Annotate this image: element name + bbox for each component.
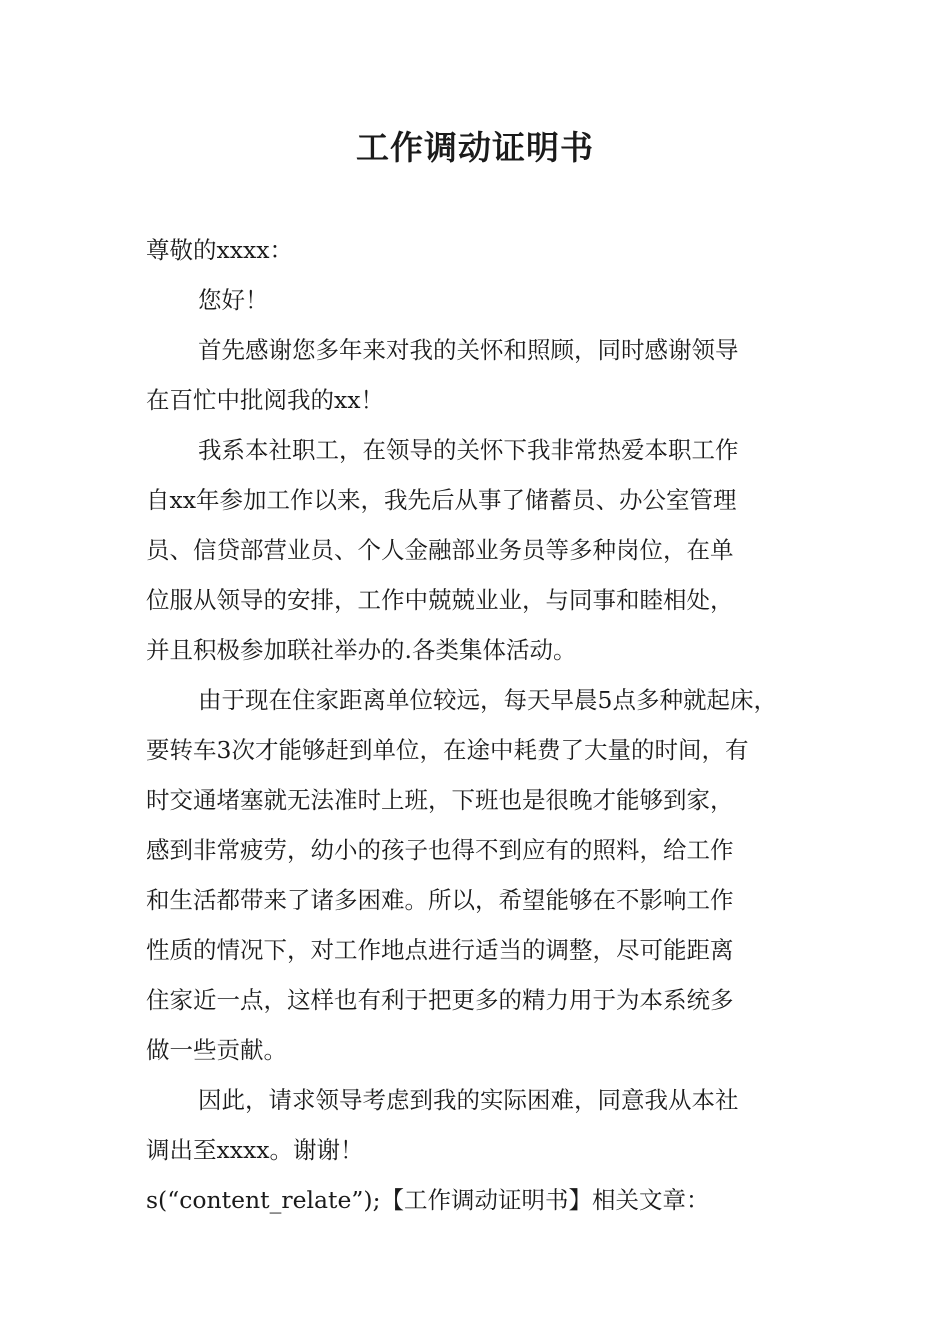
paragraph-line: 做一些贡献。 [146,1036,287,1064]
paragraph-line: 由于现在住家距离单位较远，每天早晨5点多种就起床， [198,686,777,714]
document-title: 工作调动证明书 [356,128,594,167]
paragraph-line: 因此，请求领导考虑到我的实际困难，同意我从本社 [198,1086,739,1114]
paragraph-line: 和生活都带来了诸多困难。所以，希望能够在不影响工作 [146,886,734,914]
related-articles-line: s(“content_relate”);【工作调动证明书】相关文章： [146,1186,710,1214]
greeting: 您好！ [198,286,269,314]
paragraph-line: 时交通堵塞就无法准时上班，下班也是很晚才能够到家， [146,786,734,814]
paragraph-2 [146,425,826,675]
paragraph-line: 要转车3次才能够赶到单位，在途中耗费了大量的时间，有 [146,736,749,764]
paragraph-line: 住家近一点，这样也有利于把更多的精力用于为本系统多 [146,986,734,1014]
paragraph-line: 自xx年参加工作以来，我先后从事了储蓄员、办公室管理 [146,486,737,514]
salutation: 尊敬的xxxx： [146,236,294,264]
paragraph-line: 性质的情况下，对工作地点进行适当的调整，尽可能距离 [146,936,734,964]
paragraph-line: 调出至xxxx。谢谢！ [146,1136,364,1164]
paragraph-line: 感到非常疲劳，幼小的孩子也得不到应有的照料，给工作 [146,836,734,864]
paragraph-line: 员、信贷部营业员、个人金融部业务员等多种岗位，在单 [146,536,734,564]
paragraph-3 [146,675,826,1075]
paragraph-line: 位服从领导的安排，工作中兢兢业业，与同事和睦相处， [146,586,734,614]
paragraph-1 [146,325,826,425]
paragraph-line: 首先感谢您多年来对我的关怀和照顾，同时感谢领导 [198,336,739,364]
paragraph-line: 在百忙中批阅我的xx！ [146,386,385,414]
document-body [146,225,826,1225]
paragraph-line: 我系本社职工，在领导的关怀下我非常热爱本职工作 [198,436,739,464]
paragraph-line: 并且积极参加联社举办的.各类集体活动。 [146,636,577,664]
paragraph-4 [146,1075,826,1175]
